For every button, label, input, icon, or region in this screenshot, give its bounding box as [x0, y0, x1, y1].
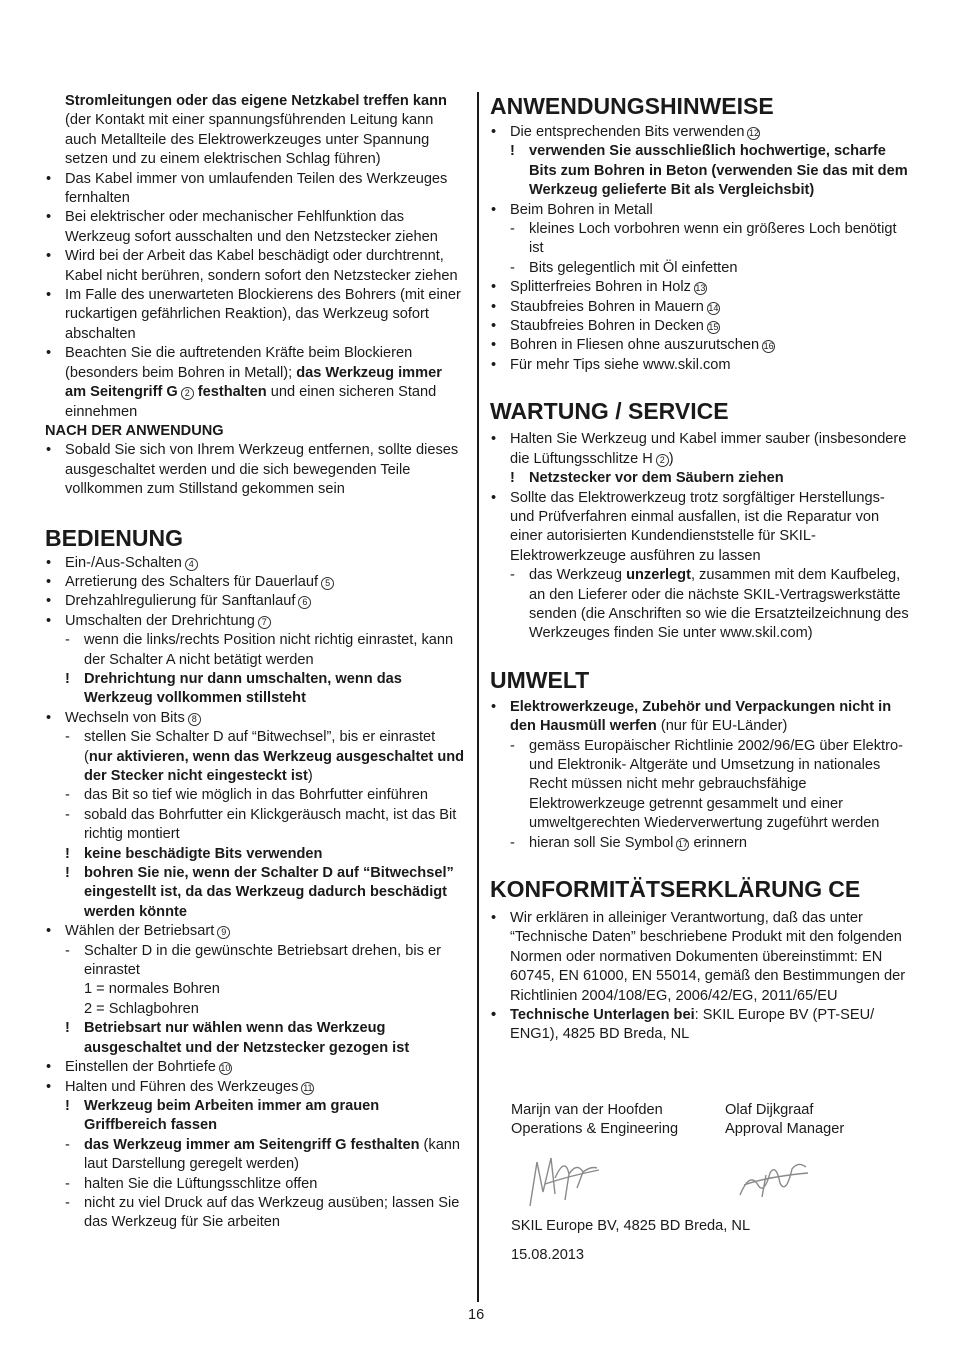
- dash-item: - Schalter D in die gewünschte Betriebsart drehen, bis er einrastet: [65, 942, 441, 979]
- callout-number: 5: [321, 577, 334, 590]
- callout-number: 2: [656, 454, 669, 467]
- section-title-konformitaet: KONFORMITÄTSERKLÄRUNG CE: [490, 876, 861, 902]
- list-item: • Splitterfreies Bohren in Holz 13: [491, 279, 706, 296]
- signatory-role: Approval Manager: [725, 1121, 845, 1138]
- list-item: • Sobald Sie sich von Ihrem Werkzeug entfernen, sollte dieses ausgeschaltet werden und die sich bewegenden Teile vollkommen zum Stillstand gekommen sein: [46, 442, 459, 498]
- callout-number: 6: [298, 596, 311, 609]
- after-use-heading: NACH DER ANWENDUNG: [45, 422, 224, 439]
- signature-2-image: [736, 1155, 812, 1201]
- callout-number: 13: [695, 283, 706, 294]
- warning-item: ! Werkzeug beim Arbeiten immer am grauen Griffbereich fassen: [65, 1097, 380, 1134]
- section-title-wartung: WARTUNG / SERVICE: [490, 398, 729, 425]
- column-divider: [477, 92, 479, 1302]
- callout-number: 15: [708, 322, 719, 333]
- dash-item: - das Werkzeug unzerlegt, zusammen mit dem Kaufbeleg, an den Lieferer oder die nächste SKIL-Vertragswerkstätte senden (die Anschriften so wie die Ersatzteilzeichnung des Werkzeuges finden Sie unter www.skil.com): [510, 567, 909, 642]
- list-item: • Staubfreies Bohren in Decken 15: [491, 318, 719, 335]
- callout-number: 16: [763, 341, 774, 352]
- page-number: 16: [468, 1307, 485, 1323]
- left-column: [45, 92, 465, 1233]
- callout-number: 9: [217, 926, 230, 939]
- callout-number: 14: [708, 302, 719, 313]
- dash-item: - hieran soll Sie Symbol 17 erinnern: [510, 834, 747, 851]
- signature-date: 15.08.2013: [511, 1247, 585, 1263]
- signature-1-image: [525, 1148, 605, 1212]
- warning-item: ! keine beschädigte Bits verwenden: [65, 845, 323, 862]
- callout-number: 12: [748, 128, 759, 138]
- list-item: • Wählen der Betriebsart 9: [45, 922, 465, 941]
- section-title-bedienung: BEDIENUNG: [45, 524, 184, 551]
- list-item: • Beim Bohren in Metall: [491, 201, 653, 218]
- list-item: • Technische Unterlagen bei: SKIL Europe BV (PT-SEU/ ENG1), 4825 BD Breda, NL: [491, 1007, 875, 1043]
- list-item: • Drehzahlregulierung für Sanftanlauf 6: [45, 592, 465, 611]
- list-item: • Umschalten der Drehrichtung 7: [45, 612, 465, 631]
- warning-item: ! Betriebsart nur wählen wenn das Werkzeug ausgeschaltet und der Netzstecker gezogen ist: [65, 1020, 410, 1056]
- right-column: [490, 92, 910, 1045]
- dash-item: - das Werkzeug immer am Seitengriff G festhalten (kann laut Darstellung geregelt werden): [65, 1136, 461, 1173]
- ce-mark-icon: CE: [828, 876, 861, 902]
- list-item: • Wir erklären in alleiniger Verantwortung, daß das unter “Technische Daten” beschriebene Produkt mit den folgenden Normen oder normativen Dokumenten übereinstimmt: EN 60745, EN 61000, EN 55014, gemäß den Bestimmungen der Richtlinien 2004/108/EG, 2006/42/EG, 2011/65/EU: [491, 910, 906, 1004]
- signatory-2: [725, 1101, 844, 1140]
- callout-number: 10: [220, 1063, 231, 1074]
- dash-item: - stellen Sie Schalter D auf “Bitwechsel”, bis er einrastet (nur aktivieren, wenn das Werkzeug ausgeschaltet und der Stecker nicht eingesteckt ist): [65, 729, 465, 784]
- list-item: • Sollte das Elektrowerkzeug trotz sorgfältiger Herstellungs- und Prüfverfahren einmal ausfallen, ist die Reparatur von einer autorisierten Kundendienststelle für SKIL-Elektrowerkzeuge ausführen zu lassen: [491, 489, 885, 564]
- list-item: • Wird bei der Arbeit das Kabel beschädigt oder durchtrennt, Kabel nicht berühren, sondern sofort den Netzstecker ziehen: [46, 248, 458, 284]
- dash-item: - das Bit so tief wie möglich in das Bohrfutter einführen: [65, 787, 428, 804]
- callout-number: 4: [185, 558, 198, 571]
- list-item: • Ein-/Aus-Schalten 4: [45, 554, 465, 573]
- signatory-name: Marijn van der Hoofden: [511, 1102, 663, 1118]
- list-item: • Bohren in Fliesen ohne auszurutschen 16: [491, 337, 774, 354]
- warning-item: ! bohren Sie nie, wenn der Schalter D auf “Bitwechsel” eingestellt ist, da das Werkzeug dadurch beschädigt werden könnte: [65, 865, 454, 920]
- callout-number: 17: [677, 838, 688, 849]
- mode-line: 1 = normales Bohren: [84, 981, 220, 998]
- dash-item: - nicht zu viel Druck auf das Werkzeug ausüben; lassen Sie das Werkzeug für Sie arbeiten: [65, 1194, 460, 1231]
- callout-number: 7: [258, 616, 271, 629]
- list-item: • Im Falle des unerwarteten Blockierens des Bohrers (mit einer ruckartigen gefährlichen Reaktion), das Werkzeug sofort abschalten: [46, 287, 461, 342]
- intro-text: (der Kontakt mit einer spannungsführenden Leitung kann auch Metallteile des Elektrowerkzeuges unter Spannung setzen und zu einem elektrischen Schlag führen): [65, 112, 434, 168]
- list-item: • Beachten Sie die auftretenden Kräfte beim Blockieren (besonders beim Bohren in Metall); das Werkzeug immer am Seitengriff G 2 festhalten und einen sicheren Stand einnehmen: [46, 345, 442, 420]
- dash-item: - sobald das Bohrfutter ein Klickgeräusch macht, ist das Bit richtig montiert: [65, 806, 457, 843]
- dash-item: - kleines Loch vorbohren wenn ein größeres Loch benötigt ist: [510, 221, 897, 257]
- company-address: SKIL Europe BV, 4825 BD Breda, NL: [511, 1218, 751, 1234]
- list-item: • Halten und Führen des Werkzeuges 11: [46, 1078, 313, 1095]
- signatory-role: Operations & Engineering: [511, 1121, 679, 1138]
- list-item: • Das Kabel immer von umlaufenden Teilen des Werkzeuges fernhalten: [46, 170, 448, 207]
- intro-bold: Stromleitungen oder das eigene Netzkabel treffen kann: [65, 93, 447, 109]
- list-item: • Bei elektrischer oder mechanischer Fehlfunktion das Werkzeug sofort ausschalten und den Netzstecker ziehen: [46, 209, 438, 245]
- signatory-1: [511, 1101, 678, 1140]
- list-item: • Wechseln von Bits 8: [45, 709, 465, 728]
- list-item: • Halten Sie Werkzeug und Kabel immer sauber (insbesondere die Lüftungsschlitze H 2 ): [491, 431, 907, 467]
- list-item: • Einstellen der Bohrtiefe 10: [46, 1059, 231, 1076]
- list-item: • Elektrowerkzeuge, Zubehör und Verpackungen nicht in den Hausmüll werfen (nur für EU-Länder): [491, 698, 892, 735]
- warning-item: ! Drehrichtung nur dann umschalten, wenn das Werkzeug vollkommen stillsteht: [65, 670, 402, 707]
- dash-item: - wenn die links/rechts Position nicht richtig einrastet, kann der Schalter A nicht betätigt werden: [65, 632, 454, 668]
- list-item: • Für mehr Tips siehe www.skil.com: [491, 356, 731, 373]
- list-item: • Die entsprechenden Bits verwenden 12: [491, 124, 759, 140]
- section-title-anwendung: ANWENDUNGSHINWEISE: [490, 93, 774, 119]
- callout-number: 8: [188, 713, 201, 726]
- list-item: • Staubfreies Bohren in Mauern 14: [491, 298, 719, 315]
- dash-item: - halten Sie die Lüftungsschlitze offen: [65, 1175, 318, 1192]
- mode-line: 2 = Schlagbohren: [84, 1000, 199, 1017]
- warning-item: ! verwenden Sie ausschließlich hochwertige, scharfe Bits zum Bohren in Beton (verwenden Sie das mit dem Werkzeug gelieferte Bit als Vergleichsbit): [510, 143, 908, 199]
- callout-number: 2: [181, 387, 194, 400]
- warning-item: ! Netzstecker vor dem Säubern ziehen: [510, 470, 784, 487]
- callout-number: 11: [303, 1082, 313, 1093]
- signatory-name: Olaf Dijkgraaf: [725, 1102, 814, 1118]
- list-item: • Arretierung des Schalters für Dauerlauf 5: [45, 573, 465, 592]
- intro-paragraph: [45, 92, 465, 170]
- dash-item: - Bits gelegentlich mit Öl einfetten: [510, 259, 738, 276]
- section-title-umwelt: UMWELT: [490, 666, 590, 693]
- dash-item: - gemäss Europäischer Richtlinie 2002/96/EG über Elektro- und Elektronik- Altgeräte und Umsetzung in nationales Recht müssen nicht mehr gebrauchsfähige Elektrowerkzeuge getrennt gesammelt und einer umweltgerechten Wiederverwertung zugeführt werden: [510, 737, 903, 832]
